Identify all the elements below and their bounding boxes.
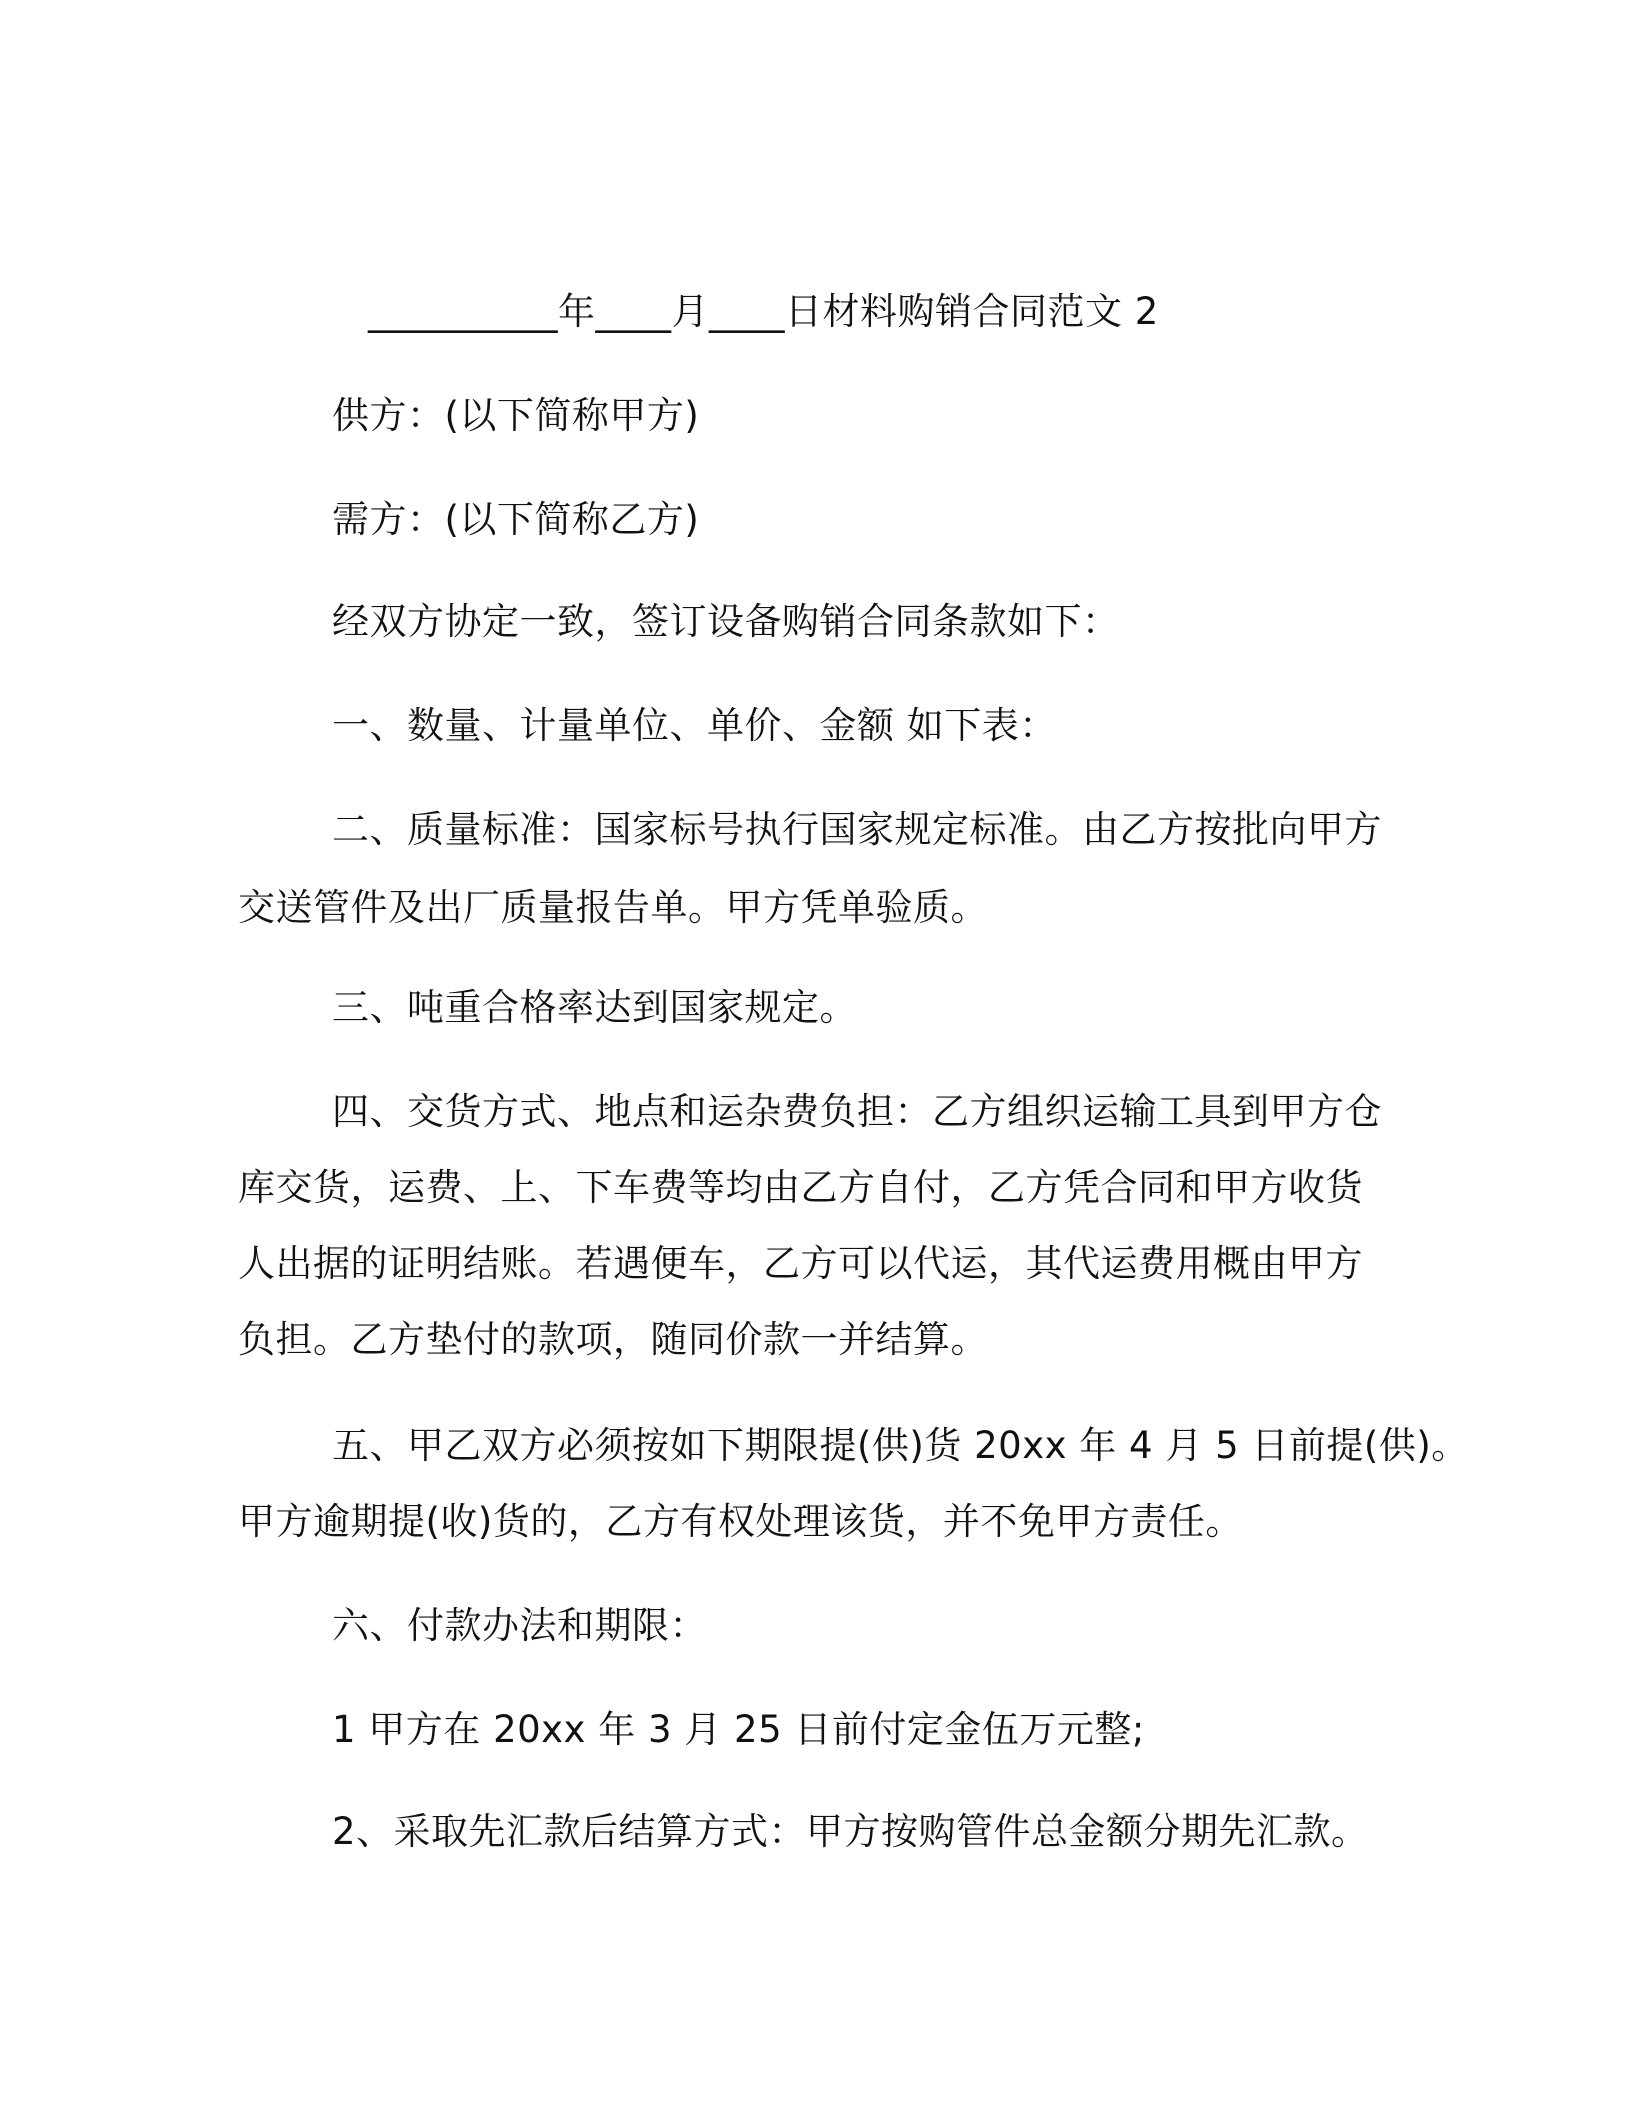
clause-5-line-2: 甲方逾期提(收)货的，乙方有权处理该货，并不免甲方责任。 bbox=[238, 1500, 1243, 1543]
clause-6: 六、付款办法和期限： bbox=[332, 1604, 707, 1647]
payment-item-2: 2、采取先汇款后结算方式：甲方按购管件总金额分期先汇款。 bbox=[332, 1810, 1369, 1853]
supplier-line: 供方：(以下简称甲方) bbox=[332, 394, 700, 437]
clause-4-line-3: 人出据的证明结账。若遇便车，乙方可以代运，其代运费用概由甲方 bbox=[238, 1242, 1363, 1285]
clause-4-line-1: 四、交货方式、地点和运杂费负担：乙方组织运输工具到甲方仓 bbox=[332, 1090, 1382, 1133]
clause-1: 一、数量、计量单位、单价、金额 如下表： bbox=[332, 704, 1057, 747]
clause-2-line-2: 交送管件及出厂质量报告单。甲方凭单验质。 bbox=[238, 886, 988, 929]
agreement-intro: 经双方协定一致，签订设备购销合同条款如下： bbox=[332, 600, 1120, 643]
payment-item-1: 1 甲方在 20xx 年 3 月 25 日前付定金伍万元整; bbox=[332, 1708, 1145, 1751]
buyer-line: 需方：(以下简称乙方) bbox=[332, 498, 700, 541]
clause-5-line-1: 五、甲乙双方必须按如下期限提(供)货 20xx 年 4 月 5 日前提(供)。 bbox=[332, 1424, 1469, 1467]
clause-2-line-1: 二、质量标准：国家标号执行国家规定标准。由乙方按批向甲方 bbox=[332, 808, 1382, 851]
clause-4-line-4: 负担。乙方垫付的款项，随同价款一并结算。 bbox=[238, 1318, 988, 1361]
clause-4-line-2: 库交货，运费、上、下车费等均由乙方自付，乙方凭合同和甲方收货 bbox=[238, 1166, 1363, 1209]
document-title: __________年____月____日材料购销合同范文 2 bbox=[368, 290, 1159, 333]
clause-3: 三、吨重合格率达到国家规定。 bbox=[332, 986, 857, 1029]
